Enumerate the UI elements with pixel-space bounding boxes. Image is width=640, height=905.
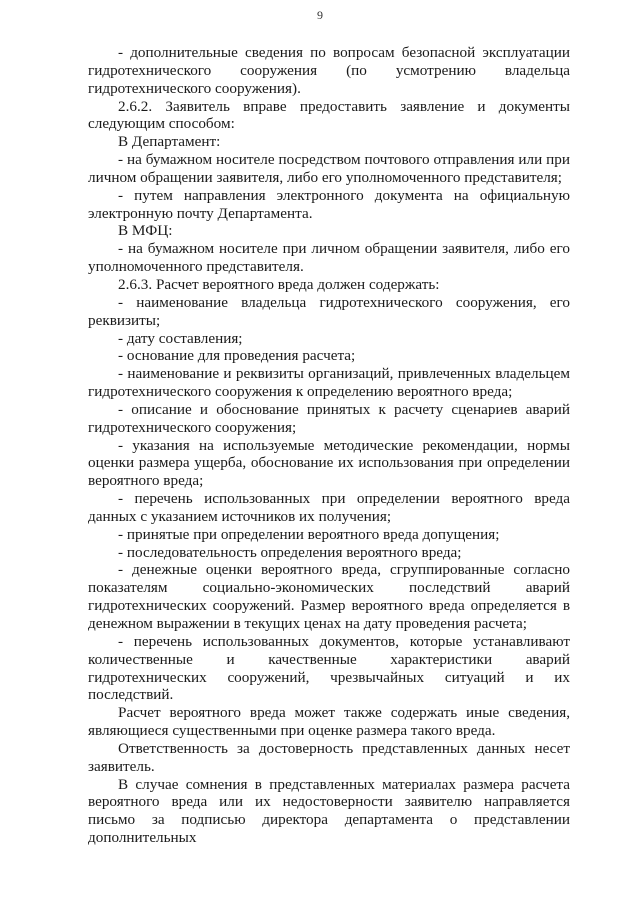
page-number: 9 — [317, 8, 323, 22]
paragraph-2-6-3: 2.6.3. Расчет вероятного вреда должен содержать: — [118, 275, 440, 293]
paragraph-mfc-paper: - на бумажном носителе при личном обращении заявителя, либо его уполномоченного представителя. — [88, 240, 570, 276]
list-item-data-sources: - перечень использованных при определении вероятного вреда данных с указанием источников их получения; — [88, 490, 570, 525]
list-item-documents: - перечень использованных документов, которые устанавливают количественные и качественные характеристики аварий гидротехнических сооружений, чрезвычайных ситуаций и их последствий. — [88, 632, 570, 704]
list-item-owner-name: - наименование владельца гидротехнического сооружения, его реквизиты; — [88, 293, 570, 329]
list-item-date: - дату составления; — [118, 329, 243, 347]
list-item-assumptions: - принятые при определении вероятного вреда допущения; — [118, 525, 500, 543]
paragraph-additional-info: - дополнительные сведения по вопросам безопасной эксплуатации гидротехнического сооружения (по усмотрению владельца гидротехнического сооружения). — [88, 44, 570, 97]
paragraph-department-heading: В Департамент: — [118, 133, 221, 151]
list-item-methodology: - указания на используемые методические рекомендации, нормы оценки размера ущерба, обоснование их использования при определении вероятного вреда; — [88, 436, 570, 490]
paragraph-doubt: В случае сомнения в представленных материалах размера расчета вероятного вреда или их недостоверности заявителю направляется письмо за подписью директора департамента о представлении дополнительных — [88, 775, 570, 847]
list-item-monetary: - денежные оценки вероятного вреда, сгруппированные согласно показателям социально-экономических последствий аварий гидротехнических сооружений. Размер вероятного вреда определяется в денежном выражении в текущих ценах на дату проведения расчета; — [88, 561, 570, 632]
document-body — [88, 44, 570, 847]
list-item-sequence: - последовательность определения вероятного вреда; — [118, 543, 462, 561]
paragraph-electronic-email: - путем направления электронного документа на официальную электронную почту Департамента. — [88, 186, 570, 222]
paragraph-responsibility: Ответственность за достоверность представленных данных несет заявитель. — [88, 739, 570, 775]
paragraph-paper-mail: - на бумажном носителе посредством почтового отправления или при личном обращении заявителя, либо его уполномоченного представителя; — [88, 151, 570, 186]
list-item-basis: - основание для проведения расчета; — [118, 347, 356, 365]
paragraph-mfc-heading: В МФЦ: — [118, 222, 173, 240]
paragraph-other-info: Расчет вероятного вреда может также содержать иные сведения, являющиеся существенными при оценке размера такого вреда. — [88, 704, 570, 740]
paragraph-2-6-2: 2.6.2. Заявитель вправе предоставить заявление и документы следующим способом: — [88, 97, 570, 133]
list-item-organizations: - наименование и реквизиты организаций, привлеченных владельцем гидротехнического сооружения к определению вероятного вреда; — [88, 365, 570, 401]
list-item-scenarios: - описание и обоснование принятых к расчету сценариев аварий гидротехнического сооружения; — [88, 400, 570, 436]
